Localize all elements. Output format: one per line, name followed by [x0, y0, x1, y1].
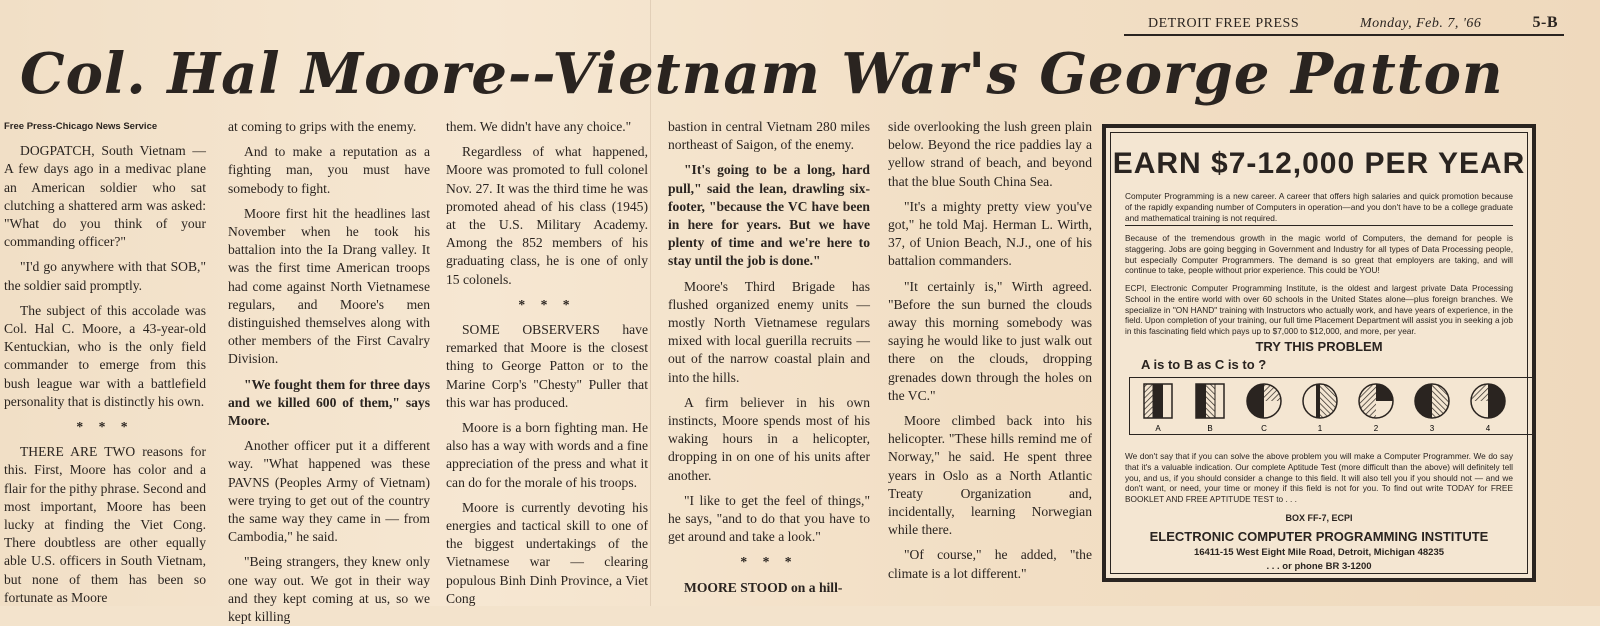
paragraph: at coming to grips with the enemy. [228, 119, 417, 134]
ad-institute-name: ELECTRONIC COMPUTER PROGRAMMING INSTITUTE [1149, 529, 1489, 544]
paragraph: The subject of this accolade was Col. Hal C. Moore, a 43-year-old Kentuckian, who is the only field commander to emerge from this bush league war with a battlefield personality that is distinctly his own. [4, 302, 206, 409]
figure-b [1196, 384, 1224, 418]
article-column-5 [888, 118, 1092, 598]
label-3: 3 [1429, 424, 1435, 433]
ad-intro-text: Computer Programming is a new career. A career that offers high salaries and quick promotion because of the rapidly expanding number of Computers in operation—and you don't have to be a college graduate and mathematical training is not required. [1125, 191, 1513, 226]
ad-offer-text: We don't say that if you can solve the above problem you will make a Computer Programmer. We do say that it's a valuable indication. Our complete Aptitude Test (more difficult than the above) will definitely tell you, and us, if you should consider a change to this field. It will also tell you if you should not — and we don't want, or need, your time or money if this field is not for you. To find out write TODAY for FREE BOOKLET AND FREE APTITUDE TEST to . . . [1125, 451, 1513, 505]
aptitude-puzzle [1129, 377, 1533, 435]
puzzle-figures [1130, 378, 1532, 434]
headline: Col. Hal Moore--Vietnam War's George Patton [20, 41, 1504, 107]
paragraph: And to make a reputation as a fighting man, you must have somebody to fight. [228, 144, 430, 196]
paragraph: "I like to get the feel of things," he says, "and to do that you have to get around and take a look." [668, 492, 870, 545]
ad-inner-border [1110, 132, 1528, 574]
masthead [1124, 14, 1564, 36]
problem-question: A is to B as C is to ? [1141, 357, 1267, 372]
page-number: 5-B [1532, 14, 1558, 31]
article-column-2 [228, 118, 430, 625]
paragraph: THERE ARE TWO reasons for this. First, Moore has color and a flair for the pithy phrase. Second and most important, Moore has been lucky at finding the Viet Cong. There doubtless are other equally able U.S. officers in South Vietnam, but none of them has been so fortunate as Moore [4, 444, 206, 605]
paragraph: "Of course," he added, "the climate is a lot different." [888, 547, 1092, 581]
paragraph: them. We didn't have any choice." [446, 119, 632, 134]
paragraph: Moore is currently devoting his energies and tactical skill to one of the biggest undertakings of the Vietnamese war — clearing populous Binh Dinh Province, a Viet Cong [446, 499, 648, 606]
paragraph: "It's a mighty pretty view you've got," he told Maj. Herman L. Wirth, 37, of Union Beach, N.J., one of his battalion commanders. [888, 198, 1092, 269]
ad-box-number: BOX FF-7, ECPI [1285, 513, 1353, 523]
figure-4 [1471, 384, 1505, 418]
section-break: * * * [518, 296, 576, 312]
figure-a [1144, 384, 1172, 418]
section-break: * * * [76, 419, 134, 435]
ad-title: EARN $7-12,000 PER YEAR [1112, 147, 1526, 180]
wire-credit: Free Press-Chicago News Service [4, 121, 158, 132]
figure-2 [1359, 384, 1393, 418]
label-b: B [1207, 424, 1213, 433]
label-1: 1 [1317, 424, 1323, 433]
figure-1 [1303, 384, 1337, 418]
paragraph: Another officer put it a different way. "What happened was these PAVNS (Peoples Army of Vietnam) were trying to get out of the country the same way they came in — from Cambodia," he said. [228, 438, 430, 545]
ad-phone: . . . or phone BR 3-1200 [1266, 561, 1372, 572]
paragraph: Regardless of what happened, Moore was promoted to full colonel Nov. 27. It was the third time he was promoted ahead of his class (1945) at the U.S. Military Academy. Among the 852 members of his graduating class, he is one of only 15 colonels. [446, 144, 648, 287]
paragraph: "It certainly is," Wirth agreed. "Before the sun burned the clouds away this morning somebody was saying he would like to just walk out there on the clouds, dropping grenades down through the holes on the VC." [888, 278, 1092, 403]
paragraph: Moore is a born fighting man. He also has a way with words and a fine appreciation of the press and what it can do for the morale of his troops. [446, 420, 648, 490]
article-column-1 [4, 118, 206, 605]
section-break: * * * [740, 554, 798, 570]
article-column-4 [668, 118, 870, 598]
problem-heading: TRY THIS PROBLEM [1255, 339, 1383, 354]
pull-quote: "It's going to be a long, hard pull," said the lean, drawling six-footer, "because the VC have been in here for years. But we have plenty of time and we're here to stay until the job is done." [668, 162, 870, 269]
ad-address: 16411-15 West Eight Mile Road, Detroit, Michigan 48235 [1193, 547, 1445, 558]
figure-3 [1415, 384, 1449, 418]
article-column-3 [446, 118, 648, 606]
paper-name: DETROIT FREE PRESS [1148, 16, 1300, 31]
paragraph: Moore first hit the headlines last November when he took his battalion into the Ia Drang valley. It was the first time American troops had come against North Vietnamese regulars, and Moore's men distinguished themselves along with other members of the First Cavalry Division. [228, 205, 430, 367]
paragraph: DOGPATCH, South Vietnam — A few days ago in a medivac plane an American soldier who sat clutching a shattered arm was asked: "What do you think of your commanding officer?" [4, 143, 206, 250]
paragraph: A firm believer in his own instincts, Moore spends most of his waking hours in a helicopter, dropping in on one of his units after another. [668, 394, 870, 483]
label-2: 2 [1373, 424, 1379, 433]
figure-c [1247, 384, 1281, 418]
paragraph: Moore climbed back into his helicopter. "These hills remind me of Norway," he said. He spent three years in Oslo as a North Atlantic Treaty Organization and, incidentally, learning Norwegian while there. [888, 413, 1092, 538]
label-4: 4 [1485, 424, 1491, 433]
paragraph: bastion in central Vietnam 280 miles northeast of Saigon, of the enemy. [668, 119, 870, 153]
paragraph: MOORE STOOD on a hill- [684, 579, 843, 595]
ecpi-advertisement [1102, 124, 1536, 582]
ad-body-text: Because of the tremendous growth in the magic world of Computers, the demand for people is staggering. Jobs are going begging in Government and Industry for all types of Data Processing people, but especially Computer Programmers. The demand is so great that employers are taking, and will continue to take, people without prior experience. This could be YOU! [1125, 233, 1513, 276]
label-a: A [1155, 424, 1161, 433]
issue-date: Monday, Feb. 7, '66 [1360, 16, 1482, 31]
paragraph: "I'd go anywhere with that SOB," the soldier said promptly. [4, 259, 206, 293]
ad-school-text: ECPI, Electronic Computer Programming Institute, is the oldest and largest private Data Processing School in the entire world with over 60 schools in the United States alone—plus foreign branches. We specialize in "ON HAND" training with Instructors who actually work, and have years of experience, in the field. Upon completion of your training, our full time Placement Department will assist you in seeking a job in this fascinating field which pays up to $7,000 to $12,000, and more, per year. [1125, 283, 1513, 337]
paragraph: Moore's Third Brigade has flushed organized enemy units — mostly North Vietnamese regulars mixed with local guerilla recruits — out of the narrow coastal plain and into the hills. [668, 278, 870, 385]
paragraph: "Being strangers, they knew only one way out. We got in their way and they kept coming at us, so we kept killing [228, 554, 430, 625]
pull-quote: "We fought them for three days and we killed 600 of them," says Moore. [228, 376, 430, 429]
paragraph: side overlooking the lush green plain below. Beyond the rice paddies lay a yellow strand of beach, and beyond that the blue South China Sea. [888, 119, 1092, 189]
paragraph: SOME OBSERVERS have remarked that Moore is the closest thing to George Patton or to the Marine Corp's "Chesty" Puller that this war has produced. [446, 322, 648, 410]
label-c: C [1261, 424, 1267, 433]
